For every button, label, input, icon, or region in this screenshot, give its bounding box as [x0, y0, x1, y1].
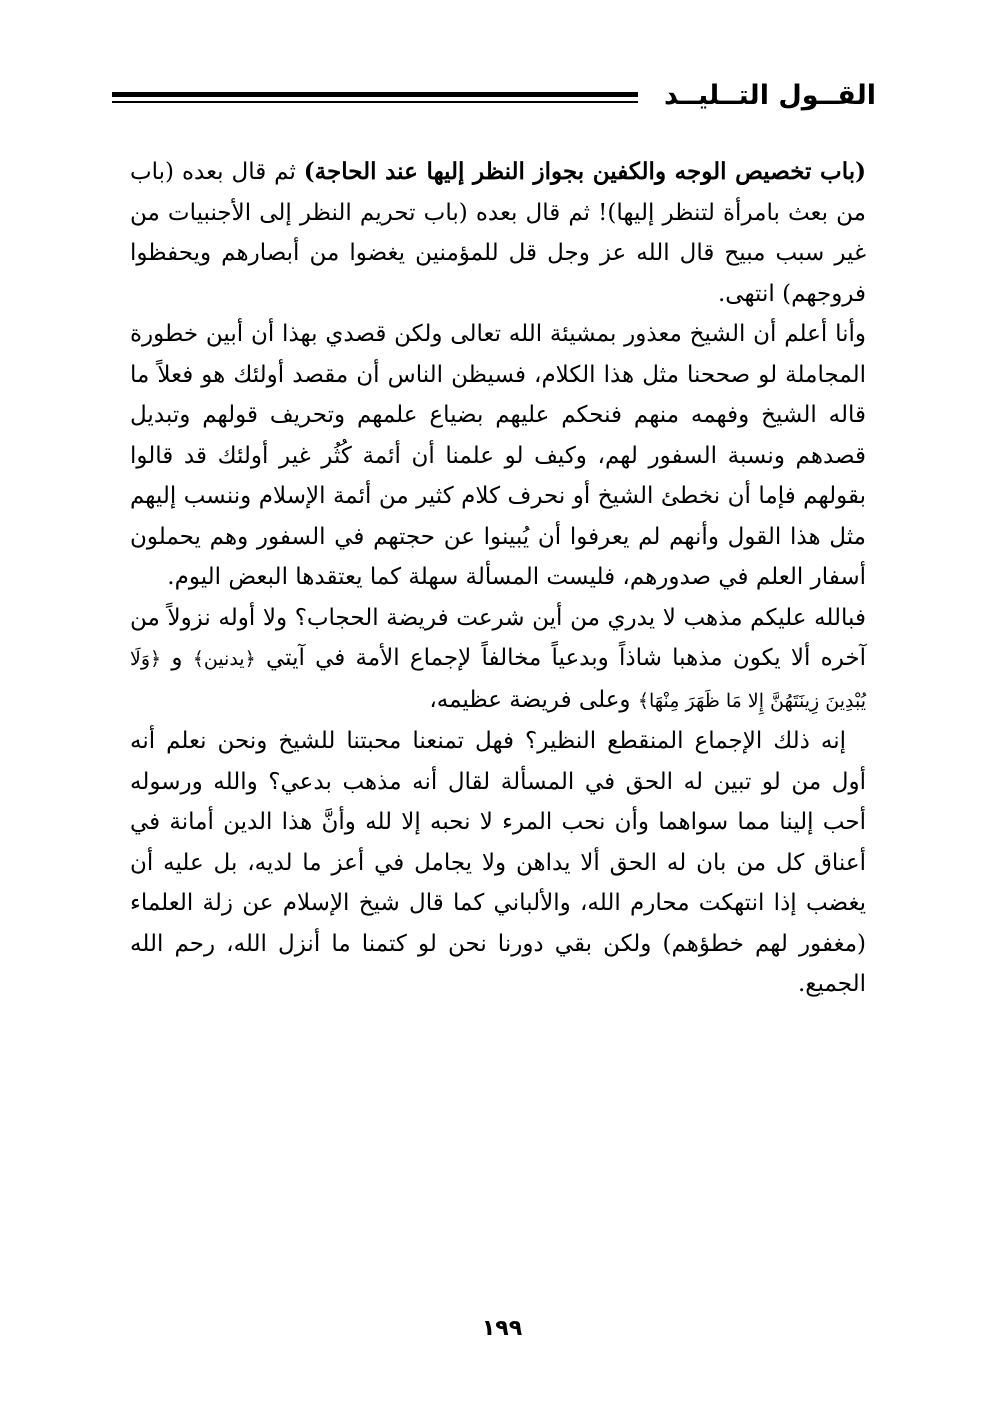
- header-rule: [112, 92, 638, 103]
- paragraph-3-part2: و: [161, 645, 193, 671]
- paragraph-2: وأنا أعلم أن الشيخ معذور بمشيئة الله تعالى ولكن قصدي بهذا أن أبين خطورة المجاملة لو صححنا مثل هذا الكلام، فسيظن الناس أن مقصد أولئك هو فعلاً ما قاله الشيخ وفهمه منهم فنحكم عليهم بضياع علمهم وتحريف قولهم وتبديل قصدهم ونسبة السفور لهم، وكيف لو علمنا أن أئمة كُثُر غير أولئك قد قالوا بقولهم فإما أن نخطئ الشيخ أو نحرف كلام كثير من أئمة الإسلام وننسب إليهم مثل هذا القول وأنهم لم يعرفوا أن يُبينوا عن حجتهم في السفور وهم يحملون أسفار العلم في صدورهم، فليست المسألة سهلة كما يعتقدها البعض اليوم.: [130, 321, 866, 590]
- paragraph-3: [130, 598, 866, 722]
- paragraph-3-part1: فبالله عليكم مذهب لا يدري من أين شرعت فريضة الحجاب؟ ولا أوله نزولاً من آخره ألا يكون مذهبا شاذاً وبدعياً مخالفاً لإجماع الأمة في آيتي: [130, 604, 866, 671]
- main-text: [130, 152, 866, 1005]
- paragraph-1: [130, 152, 866, 314]
- paragraph-4: إنه ذلك الإجماع المنقطع النظير؟ فهل تمنعنا محبتنا للشيخ ونحن نعلم أنه أول من لو تبين له الحق في المسألة لقال أنه مذهب بدعي؟ والله ورسوله أحب إلينا مما سواهما وأن نحب المرء لا نحبه إلا لله وأنَّ هذا الدين أمانة في أعناق كل من بان له الحق ألا يداهن ولا يجامل في أعز ما لديه، بل عليه أن يغضب إذا انتهكت محارم الله، والألباني كما قال شيخ الإسلام عن زلة العلماء (مغفور لهم خطؤهم) ولكن بقي دورنا نحن لو كتمنا ما أنزل الله، رحم الله الجميع.: [130, 728, 866, 997]
- header-rule-thin: [112, 101, 638, 103]
- paragraph-1-rest: ثم قال بعده (باب من بعث بامرأة لتنظر إليها)! ثم قال بعده (باب تحريم النظر إلى الأجنبيات من غير سبب مبيح قال الله عز وجل قل للمؤمنين يغضوا من أبصارهم ويحفظوا فروجهم) انتهى.: [130, 159, 866, 307]
- running-header: [112, 72, 876, 118]
- header-rule-thick: [112, 92, 638, 97]
- quran-verse-2: ﴿وَلَا يُبْدِينَ زِينَتَهُنَّ إِلا مَا ظَهَرَ مِنْهَا﴾: [130, 648, 866, 712]
- chapter-title-citation: (باب تخصيص الوجه والكفين بجواز النظر إليها عند الحاجة): [303, 158, 867, 185]
- header-title: القــول التــليــد: [663, 79, 876, 111]
- quran-verse-1: ﴿يدنين﴾: [192, 648, 256, 670]
- page-number: ١٩٩: [481, 1316, 523, 1341]
- paragraph-3-part3: وعلى فريضة عظيمه،: [429, 686, 638, 713]
